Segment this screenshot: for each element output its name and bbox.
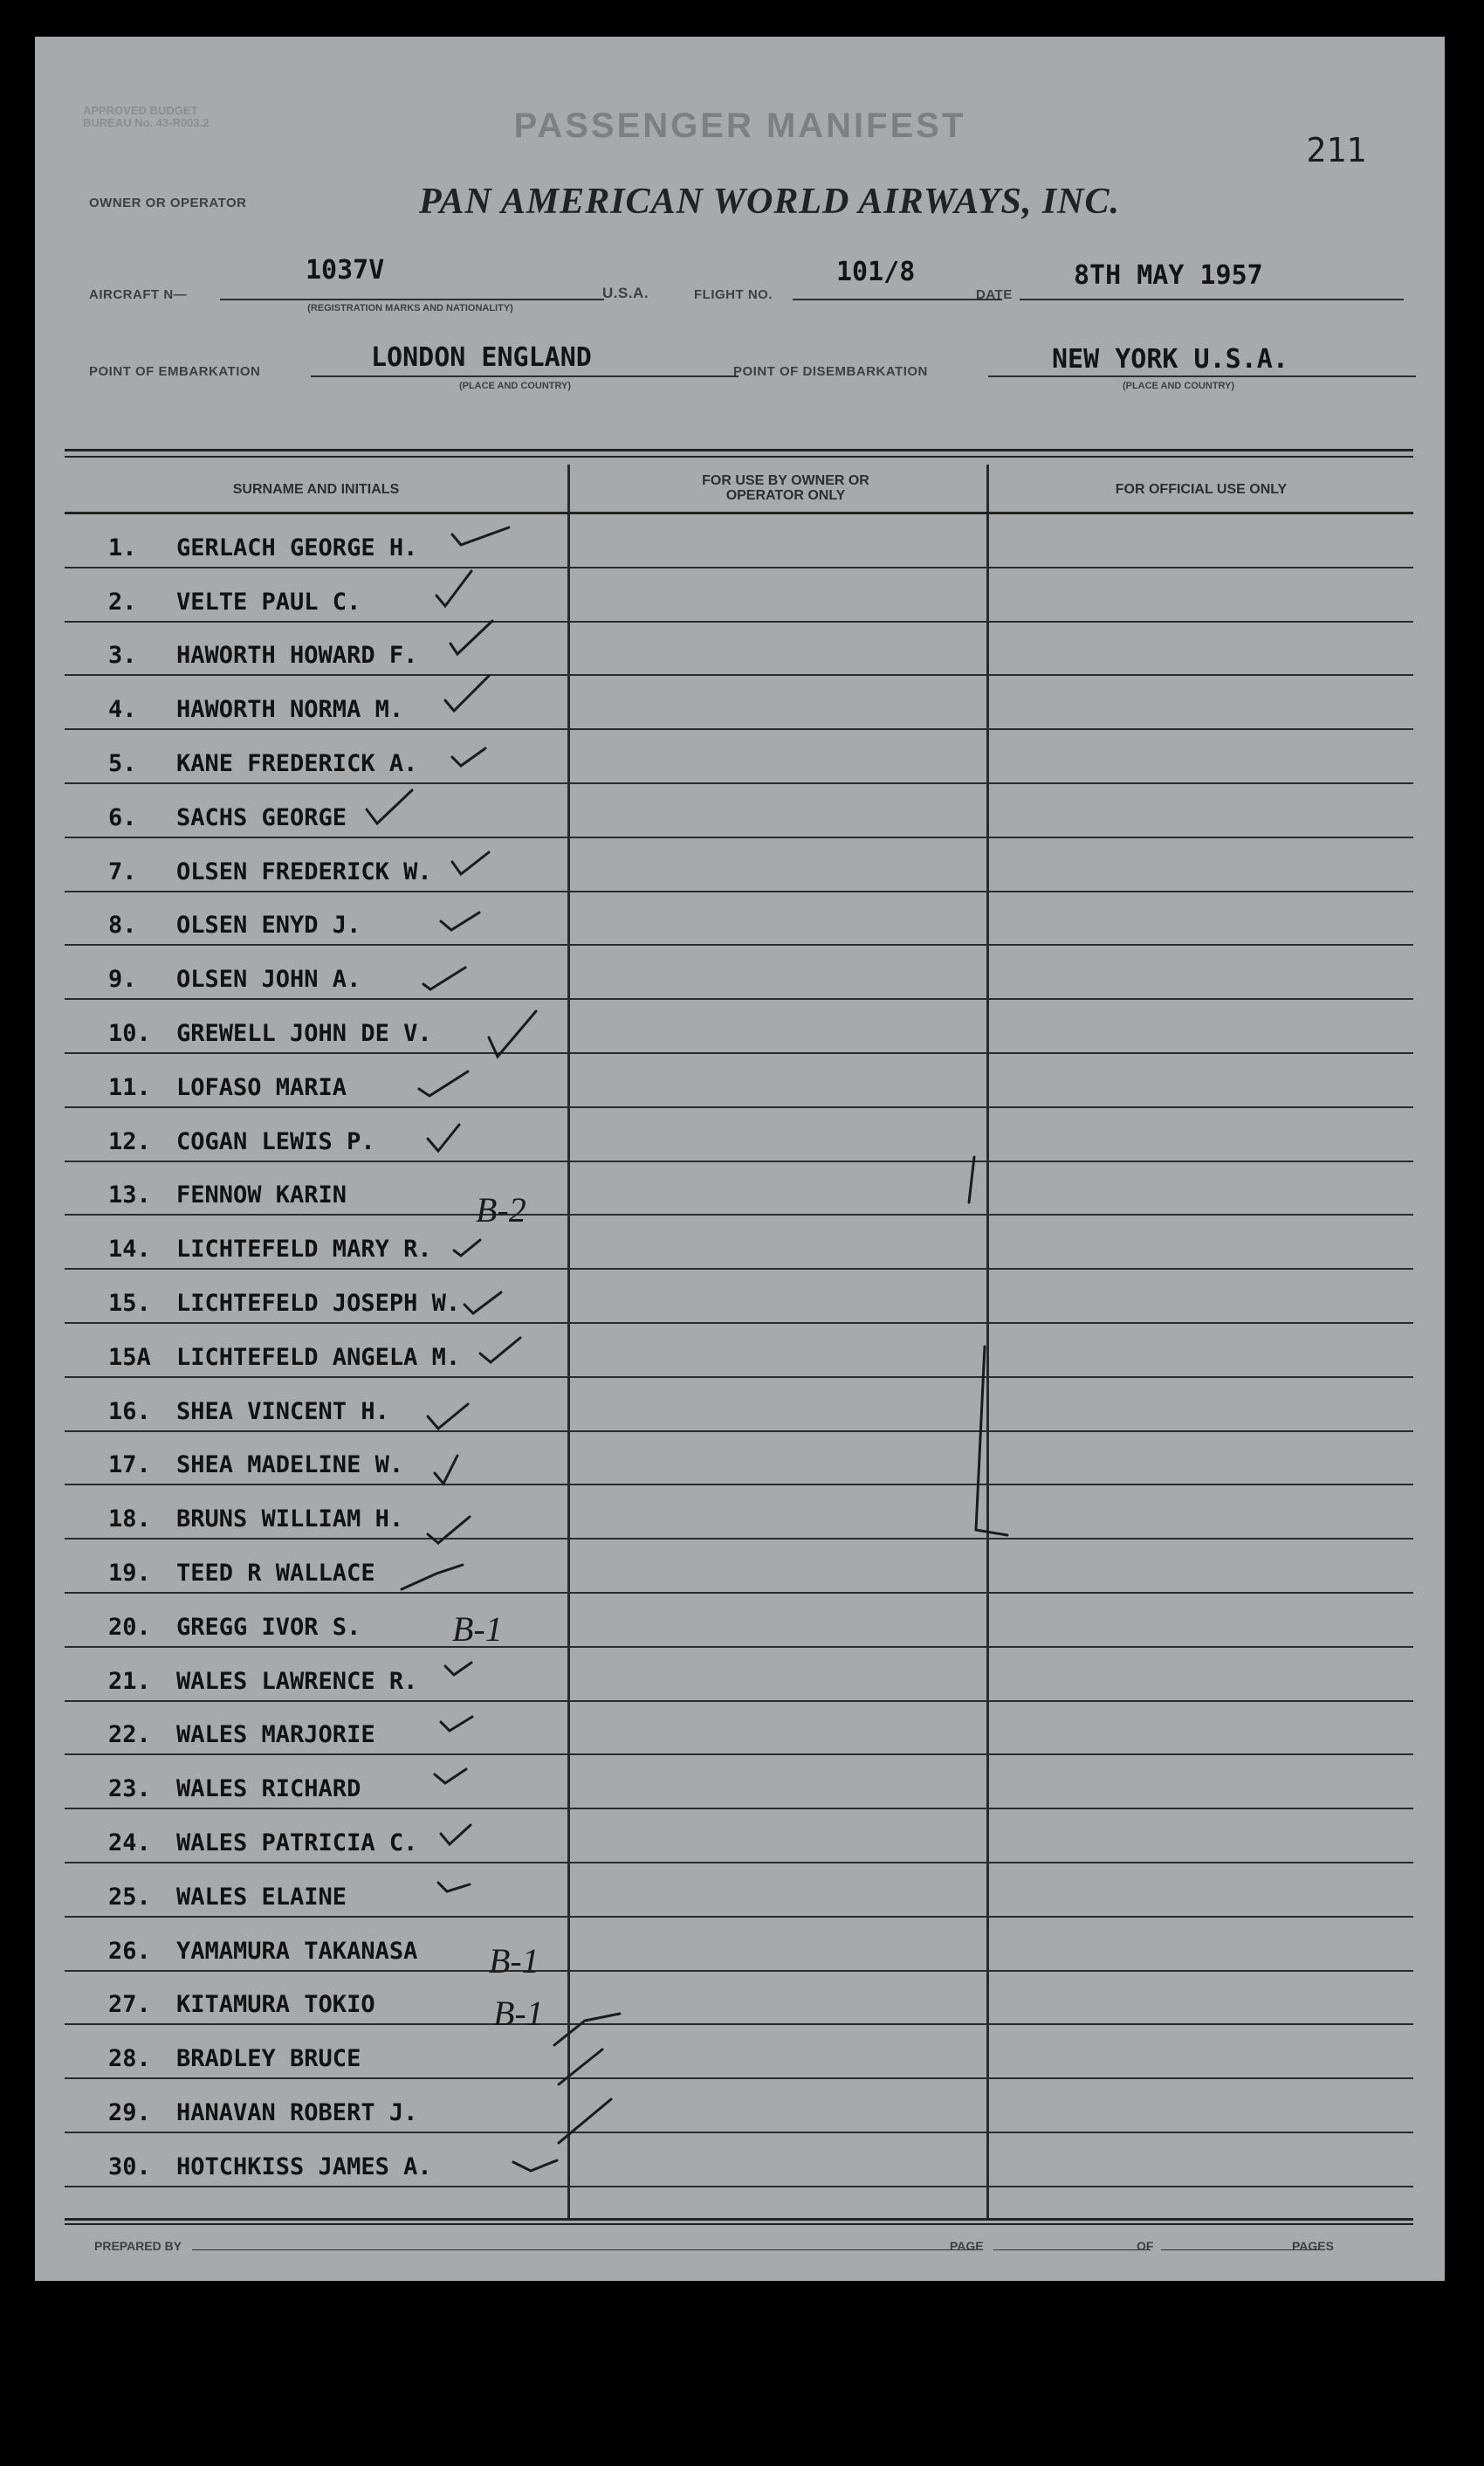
check-mark-29 — [559, 2099, 611, 2143]
passenger-name: BRADLEY BRUCE — [176, 2045, 361, 2073]
of-label: OF — [1137, 2239, 1154, 2253]
check-mark-15a — [480, 1338, 520, 1362]
annotation-row20: B-1 — [452, 1609, 503, 1649]
passenger-name: GREWELL JOHN DE V. — [176, 1019, 432, 1047]
passenger-number: 25. — [108, 1883, 151, 1911]
col-header-surname: SURNAME AND INITIALS — [232, 482, 400, 497]
owner-column-tick-1 — [969, 1157, 974, 1202]
disembark-label: POINT OF DISEMBARKATION — [733, 364, 928, 379]
passenger-name: OLSEN JOHN A. — [176, 966, 361, 994]
passenger-number: 3. — [108, 642, 137, 670]
check-mark-30 — [513, 2160, 557, 2171]
passenger-name: WALES RICHARD — [176, 1775, 361, 1803]
passenger-name: LICHTEFELD MARY R. — [176, 1236, 432, 1264]
check-mark-10 — [489, 1011, 536, 1057]
check-mark-3 — [450, 621, 492, 654]
passenger-name: GERLACH GEORGE H. — [176, 534, 418, 561]
passenger-name: SHEA VINCENT H. — [176, 1397, 389, 1425]
passenger-name: LICHTEFELD ANGELA M. — [176, 1343, 461, 1371]
passenger-number: 15. — [108, 1289, 151, 1317]
passenger-name: SACHS GEORGE — [176, 803, 347, 831]
check-mark-17 — [435, 1456, 457, 1484]
passenger-name: YAMAMURA TAKANASA — [176, 1937, 418, 1965]
check-mark-21 — [445, 1663, 471, 1675]
flight-label: FLIGHT NO. — [694, 287, 773, 302]
check-mark-19 — [402, 1565, 463, 1589]
annotation-row27: B-1 — [493, 1994, 544, 2033]
col-header-owner: FOR USE BY OWNER OR OPERATOR ONLY — [702, 473, 869, 503]
passenger-number: 7. — [108, 858, 137, 885]
passenger-name: WALES ELAINE — [176, 1883, 347, 1911]
pages-label: PAGES — [1292, 2239, 1334, 2253]
annotation-row26: B-1 — [489, 1941, 539, 1980]
passenger-number: 11. — [108, 1073, 151, 1101]
passenger-number: 9. — [108, 966, 137, 994]
aircraft-value: 1037V — [306, 255, 385, 286]
passenger-number: 19. — [108, 1559, 151, 1587]
passenger-number: 10. — [108, 1019, 151, 1047]
check-mark-23 — [435, 1769, 466, 1783]
passenger-name: WALES MARJORIE — [176, 1721, 375, 1749]
passenger-number: 6. — [108, 803, 137, 831]
page-label: PAGE — [950, 2239, 984, 2253]
embark-label: POINT OF EMBARKATION — [89, 364, 261, 379]
passenger-name: KANE FREDERICK A. — [176, 749, 418, 777]
passenger-name: HOTCHKISS JAMES A. — [176, 2153, 432, 2180]
check-mark-14 — [454, 1240, 480, 1256]
check-mark-25 — [438, 1883, 470, 1891]
passenger-name: FENNOW KARIN — [176, 1181, 347, 1209]
annotation-row13: B-2 — [476, 1190, 526, 1230]
passenger-number: 26. — [108, 1937, 151, 1965]
passenger-name: BRUNS WILLIAM H. — [176, 1505, 404, 1533]
check-mark-16 — [428, 1404, 468, 1429]
flight-value: 101/8 — [836, 257, 916, 287]
check-mark-24 — [441, 1825, 471, 1844]
check-mark-1 — [452, 527, 509, 545]
passenger-number: 16. — [108, 1397, 151, 1425]
check-mark-9 — [423, 968, 465, 989]
passenger-name: TEED R WALLACE — [176, 1559, 375, 1587]
registration-sub: (REGISTRATION MARKS AND NATIONALITY) — [307, 303, 513, 313]
passenger-name: COGAN LEWIS P. — [176, 1127, 375, 1155]
passenger-name: LOFASO MARIA — [176, 1073, 347, 1101]
owner-column-bracket — [976, 1347, 1007, 1535]
passenger-number: 20. — [108, 1613, 151, 1641]
approval-stamp: APPROVED BUDGET BUREAU No. 43-R003.2 — [83, 104, 210, 129]
check-mark-8 — [441, 913, 479, 930]
embark-place-sub: (PLACE AND COUNTRY) — [458, 381, 572, 391]
passenger-name: HAWORTH NORMA M. — [176, 696, 404, 724]
passenger-number: 17. — [108, 1451, 151, 1479]
passenger-number: 24. — [108, 1829, 151, 1856]
passenger-name: HAWORTH HOWARD F. — [176, 642, 418, 670]
page-number: 211 — [1306, 131, 1366, 169]
date-value: 8TH MAY 1957 — [1074, 260, 1263, 291]
passenger-name: WALES LAWRENCE R. — [176, 1667, 418, 1695]
passenger-number: 30. — [108, 2153, 151, 2180]
handwritten-check-marks — [35, 37, 1445, 2281]
passenger-name: OLSEN FREDERICK W. — [176, 858, 432, 885]
passenger-name: HANAVAN ROBERT J. — [176, 2098, 418, 2126]
disembark-value: NEW YORK U.S.A. — [1052, 344, 1288, 375]
passenger-number: 8. — [108, 912, 137, 940]
passenger-number: 22. — [108, 1721, 151, 1749]
aircraft-label: AIRCRAFT N— — [89, 287, 188, 302]
embark-value: LONDON ENGLAND — [371, 342, 592, 373]
passenger-name: VELTE PAUL C. — [176, 588, 361, 616]
disembark-place-sub: (PLACE AND COUNTRY) — [1122, 381, 1235, 391]
check-mark-27 — [554, 2014, 620, 2045]
passenger-name: SHEA MADELINE W. — [176, 1451, 404, 1479]
check-mark-5 — [452, 748, 485, 766]
check-mark-12 — [428, 1125, 459, 1151]
check-mark-22 — [441, 1717, 472, 1731]
passenger-number: 28. — [108, 2045, 151, 2073]
prepared-by-label: PREPARED BY — [94, 2239, 182, 2253]
check-mark-15 — [464, 1292, 501, 1313]
passenger-number: 18. — [108, 1505, 151, 1533]
check-mark-2 — [436, 571, 471, 606]
passenger-number: 29. — [108, 2098, 151, 2126]
check-mark-18 — [428, 1517, 470, 1543]
check-mark-28 — [559, 2049, 602, 2084]
passenger-number: 2. — [108, 588, 137, 616]
passenger-number: 27. — [108, 1991, 151, 2019]
check-mark-4 — [445, 676, 489, 711]
passenger-number: 13. — [108, 1181, 151, 1209]
check-mark-11 — [419, 1071, 468, 1096]
passenger-name: WALES PATRICIA C. — [176, 1829, 418, 1856]
passenger-name: OLSEN ENYD J. — [176, 912, 361, 940]
manifest-sheet — [35, 37, 1445, 2281]
passenger-number: 21. — [108, 1667, 151, 1695]
passenger-number: 4. — [108, 696, 137, 724]
date-label: DATE — [976, 287, 1013, 302]
usa-label: U.S.A. — [602, 285, 649, 301]
passenger-number: 5. — [108, 749, 137, 777]
document-title: PASSENGER MANIFEST — [513, 107, 966, 145]
passenger-name: LICHTEFELD JOSEPH W. — [176, 1289, 461, 1317]
passenger-number: 23. — [108, 1775, 151, 1803]
owner-label: OWNER OR OPERATOR — [89, 196, 247, 210]
passenger-number: 1. — [108, 534, 137, 561]
col-header-official: FOR OFFICIAL USE ONLY — [1115, 482, 1288, 497]
check-mark-6 — [367, 790, 412, 823]
passenger-number: 14. — [108, 1236, 151, 1264]
passenger-name: GREGG IVOR S. — [176, 1613, 361, 1641]
passenger-name: KITAMURA TOKIO — [176, 1991, 375, 2019]
passenger-number: 15A — [108, 1343, 151, 1371]
passenger-number: 12. — [108, 1127, 151, 1155]
operator-name: PAN AMERICAN WORLD AIRWAYS, INC. — [419, 182, 1121, 222]
check-mark-7 — [452, 852, 489, 874]
